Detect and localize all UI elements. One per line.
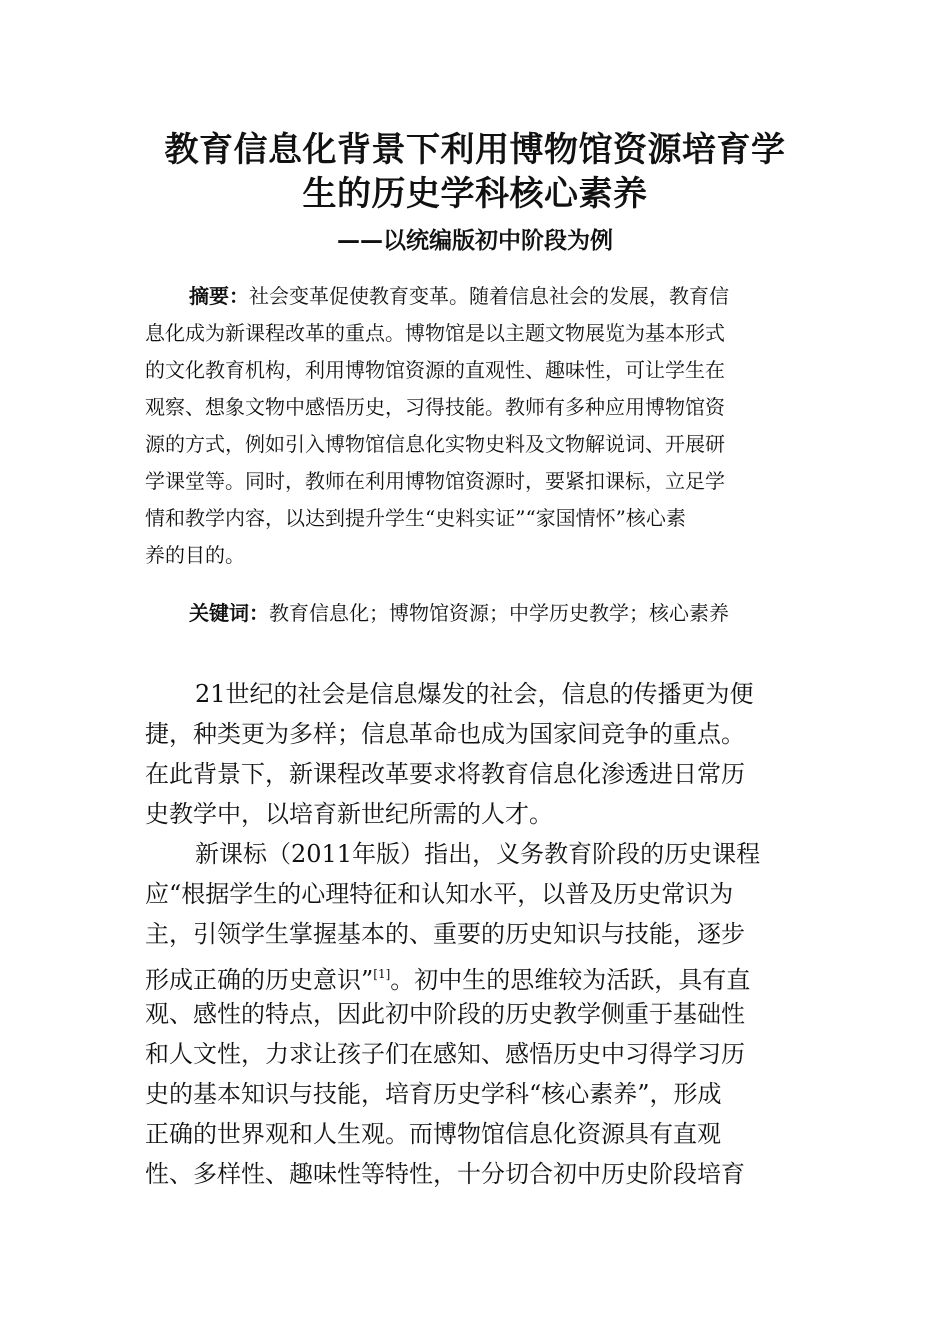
body-line: 性、多样性、趣味性等特性，十分切合初中历史阶段培育 xyxy=(145,1160,745,1188)
body-line: 和人文性，力求让孩子们在感知、感悟历史中习得学习历 xyxy=(145,1040,745,1068)
body-text: 形成正确的历史意识” xyxy=(145,966,374,994)
body-line: 21世纪的社会是信息爆发的社会，信息的传播更为便 xyxy=(195,680,754,708)
abstract-line: 观察、想象文物中感悟历史，习得技能。教师有多种应用博物馆资 xyxy=(145,395,725,419)
abstract-line: 情和教学内容，以达到提升学生“史料实证”“家国情怀”核心素 xyxy=(145,506,686,530)
citation-marker: [1] xyxy=(373,967,391,981)
paper-title-line-1: 教育信息化背景下利用博物馆资源培育学 xyxy=(164,130,786,170)
paper-title-line-2: 生的历史学科核心素养 xyxy=(302,174,648,214)
body-line: 正确的世界观和人生观。而博物馆信息化资源具有直观 xyxy=(145,1120,721,1148)
body-line: 主，引领学生掌握基本的、重要的历史知识与技能，逐步 xyxy=(145,920,745,948)
abstract-line: 源的方式，例如引入博物馆信息化实物史料及文物解说词、开展研 xyxy=(145,432,725,456)
keywords-text: 教育信息化；博物馆资源；中学历史教学；核心素养 xyxy=(269,601,729,625)
abstract-line: 养的目的。 xyxy=(145,543,245,567)
body-line: 史的基本知识与技能，培育历史学科“核心素养”，形成 xyxy=(145,1080,722,1108)
body-line: 观、感性的特点，因此初中阶段的历史教学侧重于基础性 xyxy=(145,1000,745,1028)
keywords-line xyxy=(145,598,805,628)
paper-subtitle: ——以统编版初中阶段为例 xyxy=(337,228,613,254)
abstract-line xyxy=(145,281,805,311)
abstract-line: 学课堂等。同时，教师在利用博物馆资源时，要紧扣课标，立足学 xyxy=(145,469,725,493)
body-line: 在此背景下，新课程改革要求将教育信息化渗透进日常历 xyxy=(145,760,745,788)
abstract-text: 社会变革促使教育变革。随着信息社会的发展，教育信 xyxy=(249,284,729,308)
body-line: 新课标（2011年版）指出，义务教育阶段的历史课程 xyxy=(195,840,761,868)
body-line: 应“根据学生的心理特征和认知水平，以普及历史常识为 xyxy=(145,880,734,908)
body-line: 捷，种类更为多样；信息革命也成为国家间竞争的重点。 xyxy=(145,720,745,748)
abstract-line: 的文化教育机构，利用博物馆资源的直观性、趣味性，可让学生在 xyxy=(145,358,725,382)
body-line xyxy=(145,956,815,998)
abstract-line: 息化成为新课程改革的重点。博物馆是以主题文物展览为基本形式 xyxy=(145,321,725,345)
abstract-label: 摘要： xyxy=(189,284,249,308)
body-line: 史教学中，以培育新世纪所需的人才。 xyxy=(145,800,553,828)
body-text: 。初中生的思维较为活跃，具有直 xyxy=(390,966,751,994)
keywords-label: 关键词： xyxy=(189,601,269,625)
